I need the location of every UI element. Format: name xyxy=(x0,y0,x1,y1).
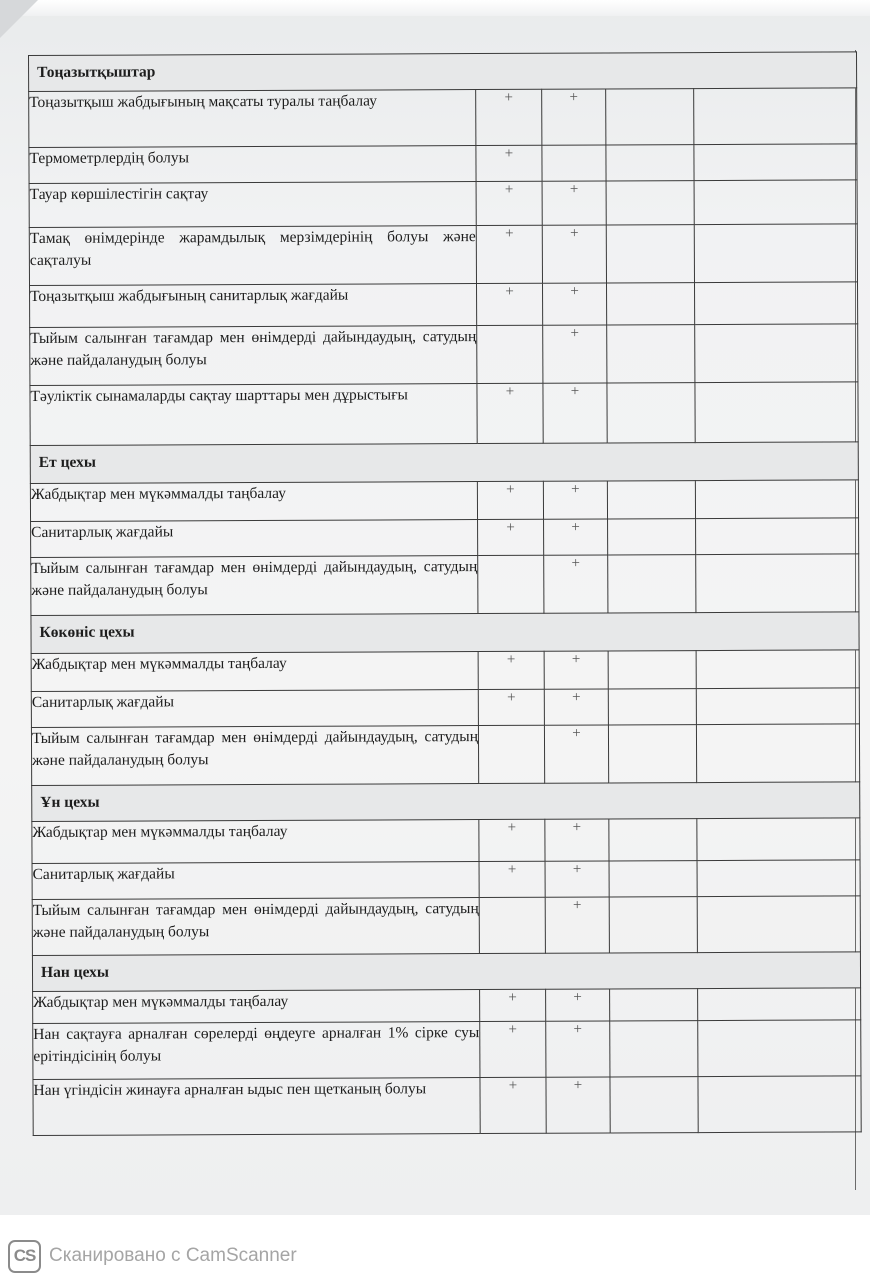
check-mark-col-2: + xyxy=(546,989,610,1021)
check-mark-col-1: + xyxy=(480,989,546,1021)
empty-cell-col-4 xyxy=(698,1020,861,1077)
section-header-row xyxy=(29,52,857,92)
empty-cell-col-3 xyxy=(607,325,695,383)
requirement-label: Тыйым салынған тағамдар мен өнімдерді дайындаудың, сатудың және пайдаланудың болуы xyxy=(31,728,479,769)
check-mark-col-1: + xyxy=(476,145,542,181)
empty-cell-col-3 xyxy=(610,1077,698,1133)
requirement-text xyxy=(31,652,478,692)
table-row xyxy=(29,88,857,148)
check-mark-col-1: + xyxy=(476,181,542,225)
section-header-row xyxy=(31,612,859,654)
empty-cell-col-4 xyxy=(696,688,859,725)
empty-cell-col-3 xyxy=(606,89,694,145)
check-mark-col-2: + xyxy=(544,519,608,555)
requirement-text xyxy=(33,990,480,1024)
empty-cell-col-4 xyxy=(698,988,861,1021)
requirement-text xyxy=(29,90,476,148)
check-mark-col-1: + xyxy=(477,283,543,325)
requirement-text xyxy=(30,284,477,328)
empty-cell-col-4 xyxy=(697,860,860,897)
empty-cell-col-4 xyxy=(694,144,857,181)
check-mark-col-1: + xyxy=(480,1077,546,1133)
empty-cell-col-4 xyxy=(694,180,857,225)
requirement-label: Тамақ өнімдерінде жарамдылық мерзімдерінің болуы және сақталуы xyxy=(29,228,476,269)
camscanner-text: Сканировано с CamScanner xyxy=(49,1245,297,1266)
empty-cell-col-4 xyxy=(696,518,859,555)
check-mark-col-2: + xyxy=(542,181,606,225)
check-mark-col-2: + xyxy=(544,689,608,725)
check-mark-col-2: + xyxy=(546,1077,610,1133)
empty-cell-col-3 xyxy=(607,383,695,443)
section-title: Тоңазытқыштар xyxy=(29,52,857,92)
check-mark-col-1: + xyxy=(480,1021,546,1077)
check-mark-col-1 xyxy=(478,555,544,613)
check-mark-col-2: + xyxy=(543,481,607,519)
requirement-text xyxy=(33,1078,480,1136)
empty-cell-col-4 xyxy=(695,324,858,383)
table-row xyxy=(30,282,858,328)
check-mark-col-1: + xyxy=(478,689,544,725)
check-mark-col-2: + xyxy=(543,283,607,325)
empty-cell-col-3 xyxy=(610,1021,698,1077)
requirement-text xyxy=(32,820,479,864)
table-row xyxy=(31,554,859,616)
empty-cell-col-4 xyxy=(697,818,860,861)
requirement-text xyxy=(31,556,478,616)
check-mark-col-2: + xyxy=(542,225,606,283)
requirement-label: Тоңазытқыш жабдығының мақсаты туралы таңбалау xyxy=(29,92,378,111)
table-row xyxy=(33,1076,861,1136)
requirement-label: Санитарлық жағдайы xyxy=(31,523,174,541)
requirement-text xyxy=(31,690,478,728)
empty-cell-col-3 xyxy=(608,689,696,725)
table-row xyxy=(32,896,860,956)
check-mark-col-1: + xyxy=(476,225,542,283)
empty-cell-col-3 xyxy=(609,897,697,953)
empty-cell-col-4 xyxy=(695,382,858,443)
requirement-text xyxy=(31,520,478,558)
empty-cell-col-3 xyxy=(609,819,697,861)
empty-cell-col-4 xyxy=(698,1076,861,1133)
check-mark-col-2: + xyxy=(546,1021,610,1077)
requirement-text xyxy=(30,482,477,522)
empty-cell-col-4 xyxy=(696,724,859,783)
empty-cell-col-4 xyxy=(694,282,857,325)
empty-cell-col-3 xyxy=(607,481,695,519)
camscanner-watermark xyxy=(8,1238,297,1274)
empty-cell-col-3 xyxy=(607,283,695,325)
requirement-text xyxy=(29,182,476,228)
check-mark-col-1: + xyxy=(477,481,543,519)
requirement-text xyxy=(32,862,479,900)
check-mark-col-1 xyxy=(479,897,545,953)
check-mark-col-2: + xyxy=(544,725,608,783)
requirement-label: Жабдықтар мен мүкәммалды таңбалау xyxy=(30,484,287,503)
requirement-text xyxy=(31,726,478,786)
page-corner-fold xyxy=(0,0,38,38)
section-title: Ет цехы xyxy=(30,442,858,484)
requirement-text xyxy=(29,226,476,286)
section-title: Көкөніс цехы xyxy=(31,612,859,654)
section-header-row xyxy=(32,782,860,822)
requirement-label: Санитарлық жағдайы xyxy=(32,865,175,883)
requirement-label: Тоңазытқыш жабдығының санитарлық жағдайы xyxy=(30,286,349,305)
check-mark-col-2: + xyxy=(543,383,607,443)
table-row xyxy=(31,724,859,786)
requirement-label: Жабдықтар мен мүкәммалды таңбалау xyxy=(31,654,287,673)
table-row xyxy=(30,382,858,446)
requirement-label: Тыйым салынған тағамдар мен өнімдерді дайындаудың, сатудың және пайдаланудың болуы xyxy=(32,900,479,941)
requirement-label: Тыйым салынған тағамдар мен өнімдерді дайындаудың, сатудың және пайдаланудың болуы xyxy=(31,558,478,599)
table-row xyxy=(29,180,857,228)
requirement-label: Жабдықтар мен мүкәммалды таңбалау xyxy=(32,822,288,841)
inspection-checklist-table xyxy=(28,51,862,1136)
check-mark-col-2: + xyxy=(543,325,607,383)
check-mark-col-2: + xyxy=(545,897,609,953)
empty-cell-col-3 xyxy=(608,651,696,689)
section-title: Нан цехы xyxy=(32,952,860,992)
check-mark-col-1: + xyxy=(478,519,544,555)
requirement-text xyxy=(33,1022,480,1080)
requirement-label: Нан сақтауға арналған сөрелерді өңдеуге арналған 1% сірке суы ерітіндісінің болуы xyxy=(33,1024,480,1065)
empty-cell-col-4 xyxy=(694,224,857,283)
check-mark-col-1: + xyxy=(476,89,542,145)
requirement-label: Нан үгіндісін жинауға арналған ыдыс пен щетканың болуы xyxy=(33,1080,427,1099)
empty-cell-col-4 xyxy=(697,896,860,953)
check-mark-col-1: + xyxy=(478,651,544,689)
table-row xyxy=(32,818,860,864)
empty-cell-col-3 xyxy=(610,989,698,1021)
table-row xyxy=(29,224,857,286)
requirement-label: Тәуліктік сынамаларды сақтау шарттары мен дұрыстығы xyxy=(30,386,408,405)
requirement-label: Санитарлық жағдайы xyxy=(31,693,175,711)
table-row xyxy=(30,324,858,386)
section-header-row xyxy=(32,952,860,992)
table-row xyxy=(29,144,857,184)
check-mark-col-2: + xyxy=(542,89,606,145)
empty-cell-col-3 xyxy=(608,725,696,783)
requirement-text xyxy=(30,384,477,446)
requirement-label: Тауар көршілестігін сақтау xyxy=(29,185,209,203)
requirement-label: Жабдықтар мен мүкәммалды таңбалау xyxy=(33,992,289,1011)
table-row xyxy=(32,860,860,900)
requirement-text xyxy=(32,898,479,956)
requirement-text xyxy=(30,326,477,386)
empty-cell-col-3 xyxy=(608,519,696,555)
empty-cell-col-3 xyxy=(606,181,694,225)
check-mark-col-1: + xyxy=(479,861,545,897)
table-row xyxy=(31,688,859,728)
empty-cell-col-3 xyxy=(609,861,697,897)
section-header-row xyxy=(30,442,858,484)
empty-cell-col-3 xyxy=(606,145,694,181)
check-mark-col-1: + xyxy=(479,819,545,861)
check-mark-col-2: + xyxy=(545,861,609,897)
check-mark-col-1 xyxy=(478,725,544,783)
table-row xyxy=(31,518,859,558)
check-mark-col-2 xyxy=(542,145,606,181)
empty-cell-col-4 xyxy=(694,88,857,145)
requirement-label: Тыйым салынған тағамдар мен өнімдерді дайындаудың, сатудың және пайдаланудың болуы xyxy=(30,328,477,369)
empty-cell-col-4 xyxy=(695,480,858,519)
check-mark-col-1 xyxy=(477,325,543,383)
section-title: Ұн цехы xyxy=(32,782,860,822)
empty-cell-col-4 xyxy=(696,650,859,689)
check-mark-col-2: + xyxy=(545,819,609,861)
empty-cell-col-3 xyxy=(606,225,694,283)
requirement-text xyxy=(29,146,476,184)
empty-cell-col-4 xyxy=(696,554,859,613)
page-top-edge xyxy=(0,0,870,16)
table-row xyxy=(33,1020,861,1080)
requirement-label: Термометрлердің болуы xyxy=(29,149,190,167)
check-mark-col-2: + xyxy=(544,651,608,689)
table-row xyxy=(33,988,861,1024)
check-mark-col-2: + xyxy=(544,555,608,613)
camscanner-logo-icon: CS xyxy=(8,1240,41,1273)
table-row xyxy=(31,650,859,692)
empty-cell-col-3 xyxy=(608,555,696,613)
table-row xyxy=(30,480,858,522)
check-mark-col-1: + xyxy=(477,383,543,443)
